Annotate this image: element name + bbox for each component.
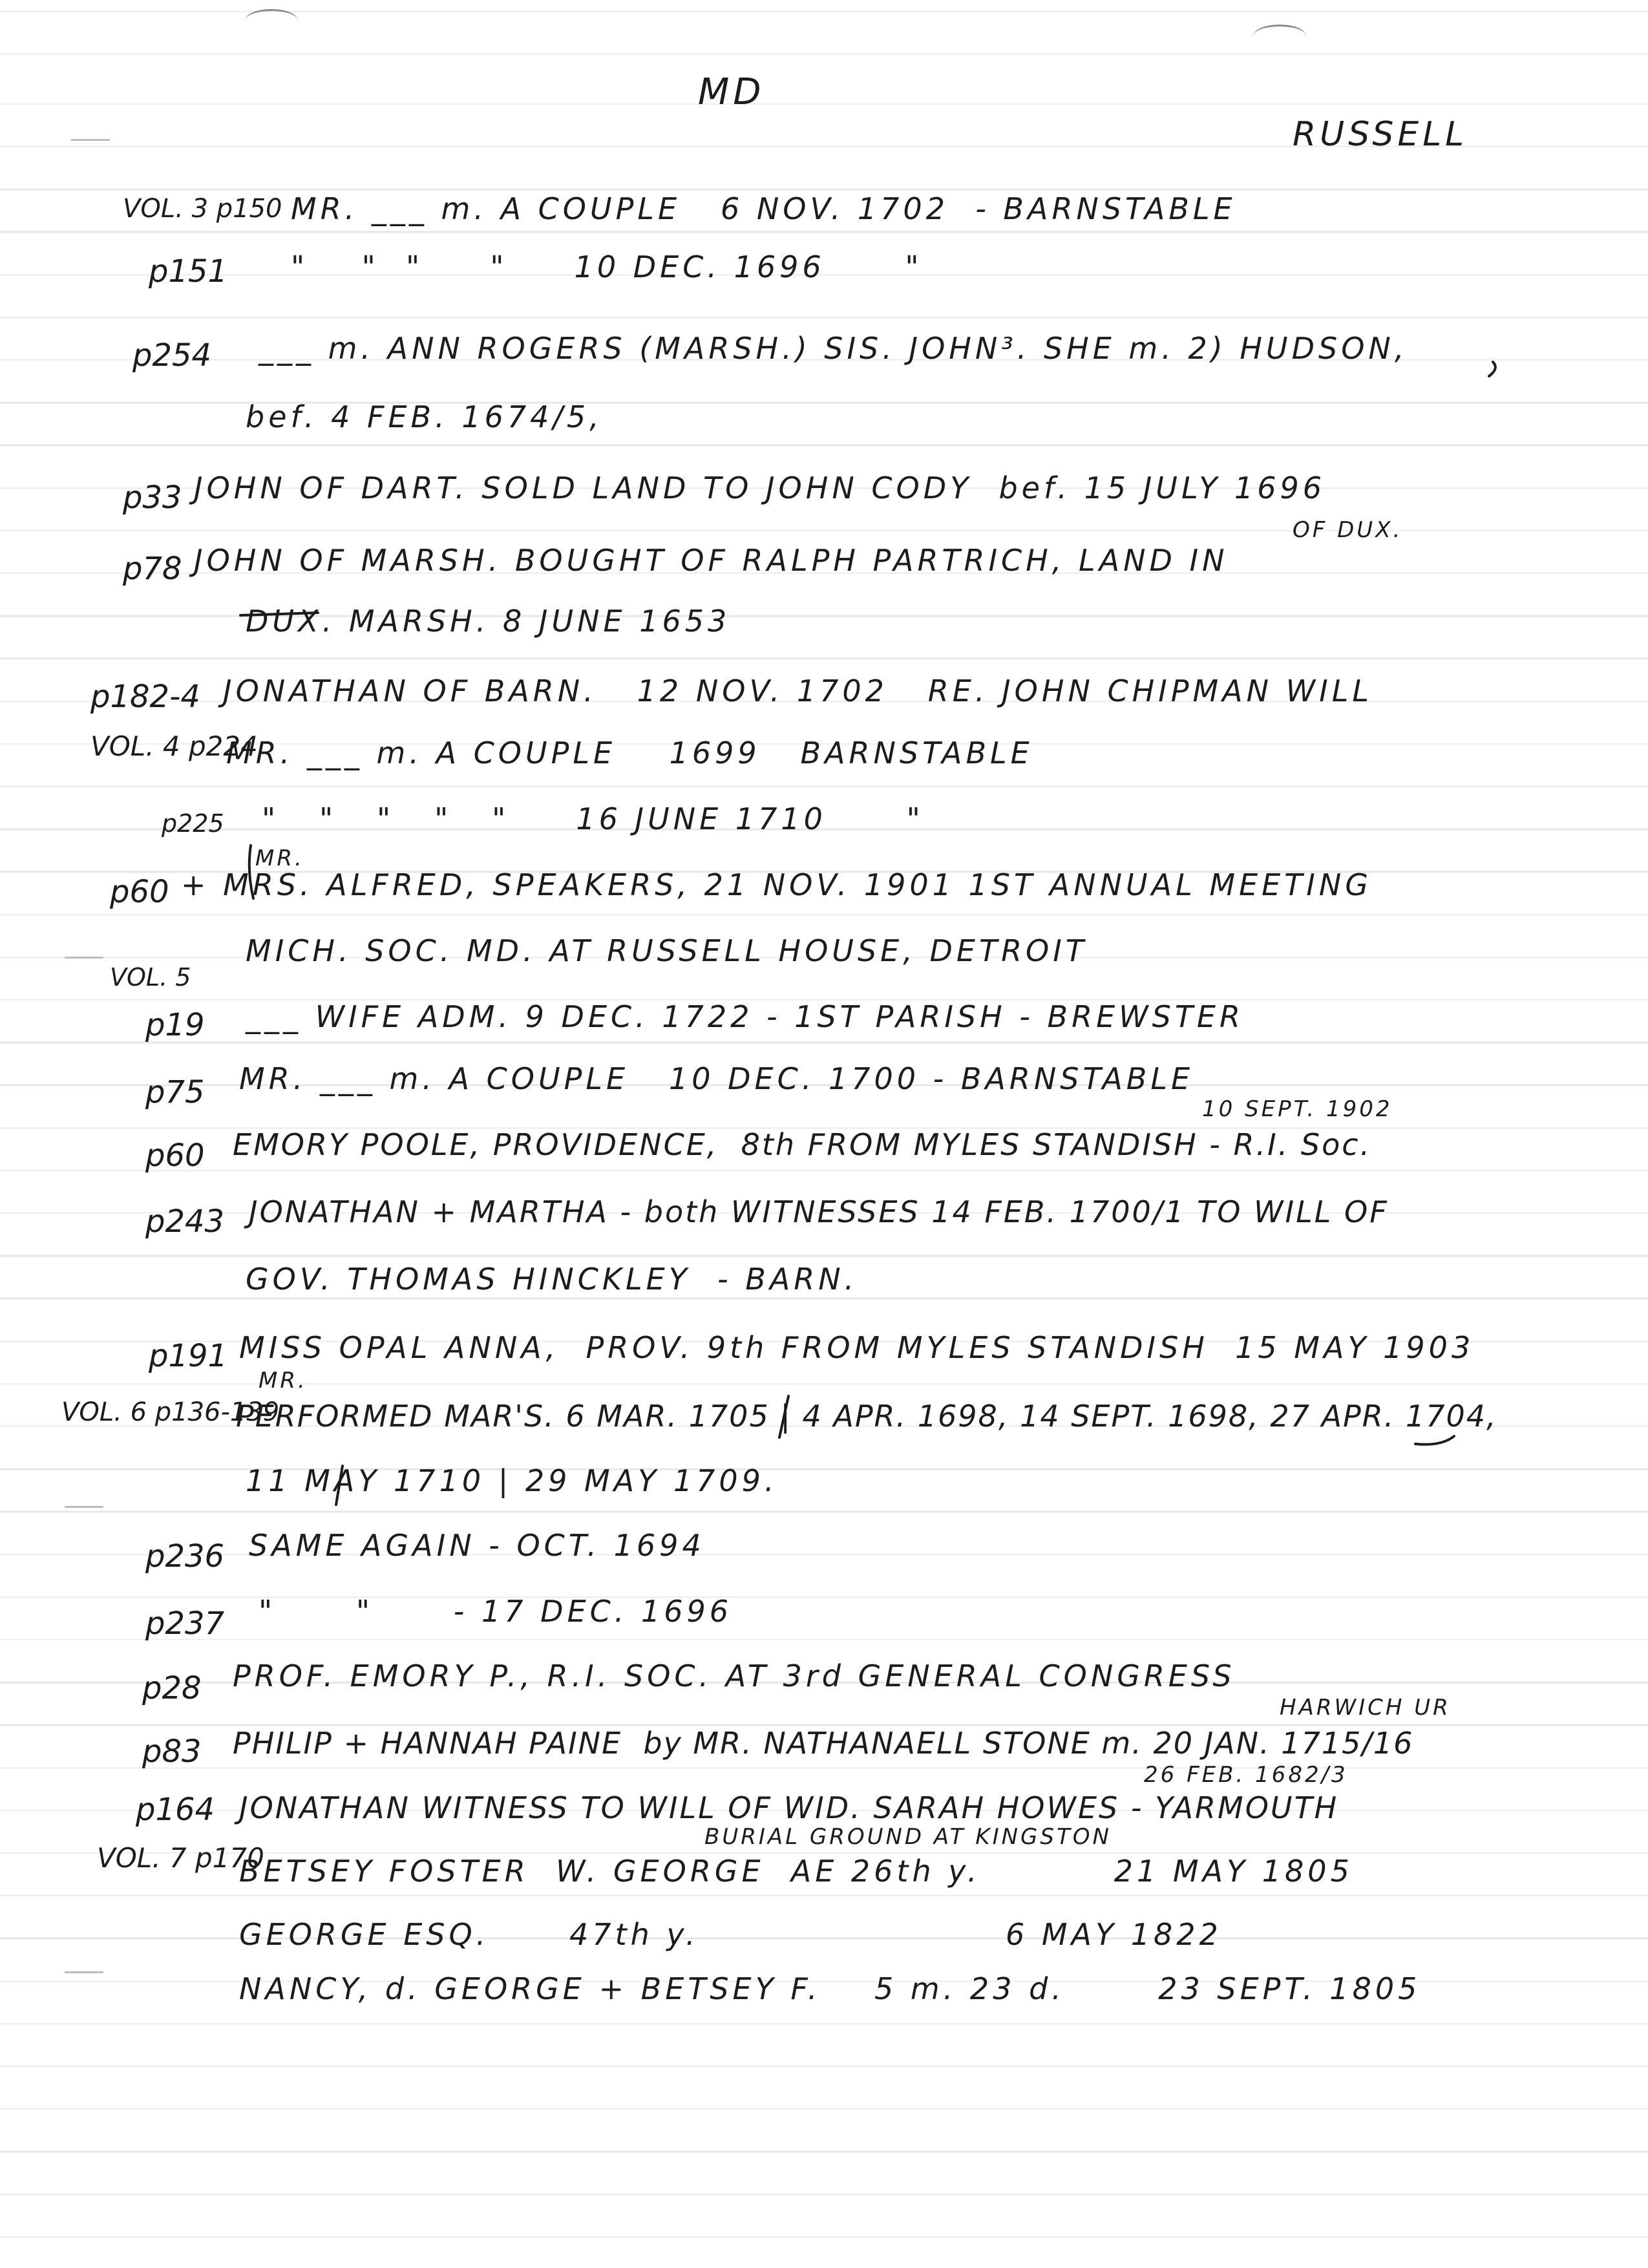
surname-heading: RUSSELL	[1293, 115, 1468, 154]
bracket-stroke	[779, 1396, 788, 1437]
entry-text: PERFORMED MAR'S. 6 MAR. 1705 | 4 APR. 1698, 14 SEPT. 1698, 27 APR. 1704,	[236, 1399, 1497, 1434]
entry-ref: p151	[149, 253, 228, 290]
entry-ref: p19	[145, 1007, 205, 1043]
entry-ref: p75	[145, 1074, 205, 1110]
entry-ref: p33	[123, 480, 182, 516]
annotation-mr-vol6: MR.	[259, 1368, 308, 1394]
entry-text: ___ WIFE ADM. 9 DEC. 1722 - 1ST PARISH - BREWSTER	[246, 999, 1244, 1034]
bracket-stroke	[249, 845, 253, 898]
entry-text: SAME AGAIN - OCT. 1694	[249, 1528, 705, 1563]
entry-text: PROF. EMORY P., R.I. SOC. AT 3rd GENERAL CONGRESS	[233, 1659, 1236, 1693]
entry-text: " " " " " 16 JUNE 1710 "	[262, 801, 924, 836]
entry-ref: VOL. 7 p170	[97, 1842, 264, 1874]
underline-stroke	[1415, 1436, 1454, 1445]
entry-ref: p83	[142, 1733, 202, 1770]
entry-text: GOV. THOMAS HINCKLEY - BARN.	[246, 1262, 858, 1297]
annotation-date-1902: 10 SEPT. 1902	[1202, 1096, 1393, 1122]
entry-ref: VOL. 3 p150	[123, 194, 282, 224]
entry-text: GEORGE ESQ. 47th y. 6 MAY 1822	[239, 1917, 1222, 1952]
entry-text: MR. ___ m. A COUPLE 6 NOV. 1702 - BARNSTABLE	[291, 191, 1236, 226]
entry-text: + MRS. ALFRED, SPEAKERS, 21 NOV. 1901 1ST ANNUAL MEETING	[181, 867, 1372, 902]
page-title: MD	[698, 71, 765, 113]
annotation-date-1682: 26 FEB. 1682/3	[1144, 1762, 1348, 1788]
entry-text: MISS OPAL ANNA, PROV. 9th FROM MYLES STANDISH 15 MAY 1903	[239, 1330, 1475, 1365]
bracket-stroke	[336, 1466, 343, 1505]
entry-text: EMORY POOLE, PROVIDENCE, 8th FROM MYLES STANDISH - R.I. Soc.	[233, 1127, 1372, 1162]
entry-text: ___ m. ANN ROGERS (MARSH.) SIS. JOHN³. SHE m. 2) HUDSON,	[259, 331, 1408, 366]
entry-ref: p254	[132, 337, 212, 374]
entry-text: BETSEY FOSTER W. GEORGE AE 26th y. 21 MAY 1805	[239, 1854, 1353, 1889]
underline-stroke	[1489, 362, 1495, 376]
entry-ref: p191	[149, 1338, 228, 1374]
entry-text: MR. ___ m. A COUPLE 10 DEC. 1700 - BARNSTABLE	[239, 1061, 1194, 1096]
entry-text: 11 MAY 1710 | 29 MAY 1709.	[246, 1463, 778, 1498]
annotation-of-dux: OF DUX.	[1293, 517, 1403, 543]
entry-ref: VOL. 5	[110, 963, 191, 991]
entry-ref: p225	[162, 809, 224, 838]
entry-ref: p243	[145, 1203, 225, 1240]
entry-ref: VOL. 4 p224	[90, 730, 258, 762]
entry-ref: p236	[145, 1538, 225, 1574]
entry-ref: p60	[110, 874, 169, 910]
entry-text: " " - 17 DEC. 1696	[259, 1594, 733, 1629]
entry-ref: p60	[145, 1138, 205, 1174]
strike-stroke	[240, 613, 318, 615]
entry-text: bef. 4 FEB. 1674/5,	[246, 399, 603, 434]
entry-text: JOHN OF MARSH. BOUGHT OF RALPH PARTRICH, LAND IN	[194, 543, 1229, 578]
entry-text: JONATHAN WITNESS TO WILL OF WID. SARAH HOWES - YARMOUTH	[239, 1790, 1339, 1825]
entry-text: JONATHAN OF BARN. 12 NOV. 1702 RE. JOHN CHIPMAN WILL	[223, 673, 1373, 708]
annotation-harwich: HARWICH UR	[1280, 1695, 1451, 1721]
entry-ref: p237	[145, 1606, 225, 1642]
entry-text: NANCY, d. GEORGE + BETSEY F. 5 m. 23 d. 23 SEPT. 1805	[239, 1971, 1421, 2006]
entry-text: JONATHAN + MARTHA - both WITNESSES 14 FEB. 1700/1 TO WILL OF	[249, 1194, 1389, 1229]
entry-text: PHILIP + HANNAH PAINE by MR. NATHANAELL STONE m. 20 JAN. 1715/16	[233, 1726, 1414, 1761]
entry-text: " " " " 10 DEC. 1696 "	[291, 249, 923, 284]
entry-ref: VOL. 6 p136-139	[61, 1397, 280, 1427]
entry-text: MICH. SOC. MD. AT RUSSELL HOUSE, DETROIT	[246, 933, 1088, 968]
entry-ref: p78	[123, 551, 182, 587]
entry-ref: p182-4	[90, 679, 200, 715]
entry-ref: p28	[142, 1670, 202, 1706]
entry-ref: p164	[136, 1792, 215, 1828]
entry-text: DUX. MARSH. 8 JUNE 1653	[246, 604, 731, 639]
annotation-burial-ground: BURIAL GROUND AT KINGSTON	[704, 1824, 1112, 1850]
entry-text: MR. ___ m. A COUPLE 1699 BARNSTABLE	[226, 736, 1033, 770]
annotation-mr: MR.	[255, 845, 304, 871]
entry-text: JOHN OF DART. SOLD LAND TO JOHN CODY bef. 15 JULY 1696	[194, 471, 1326, 505]
